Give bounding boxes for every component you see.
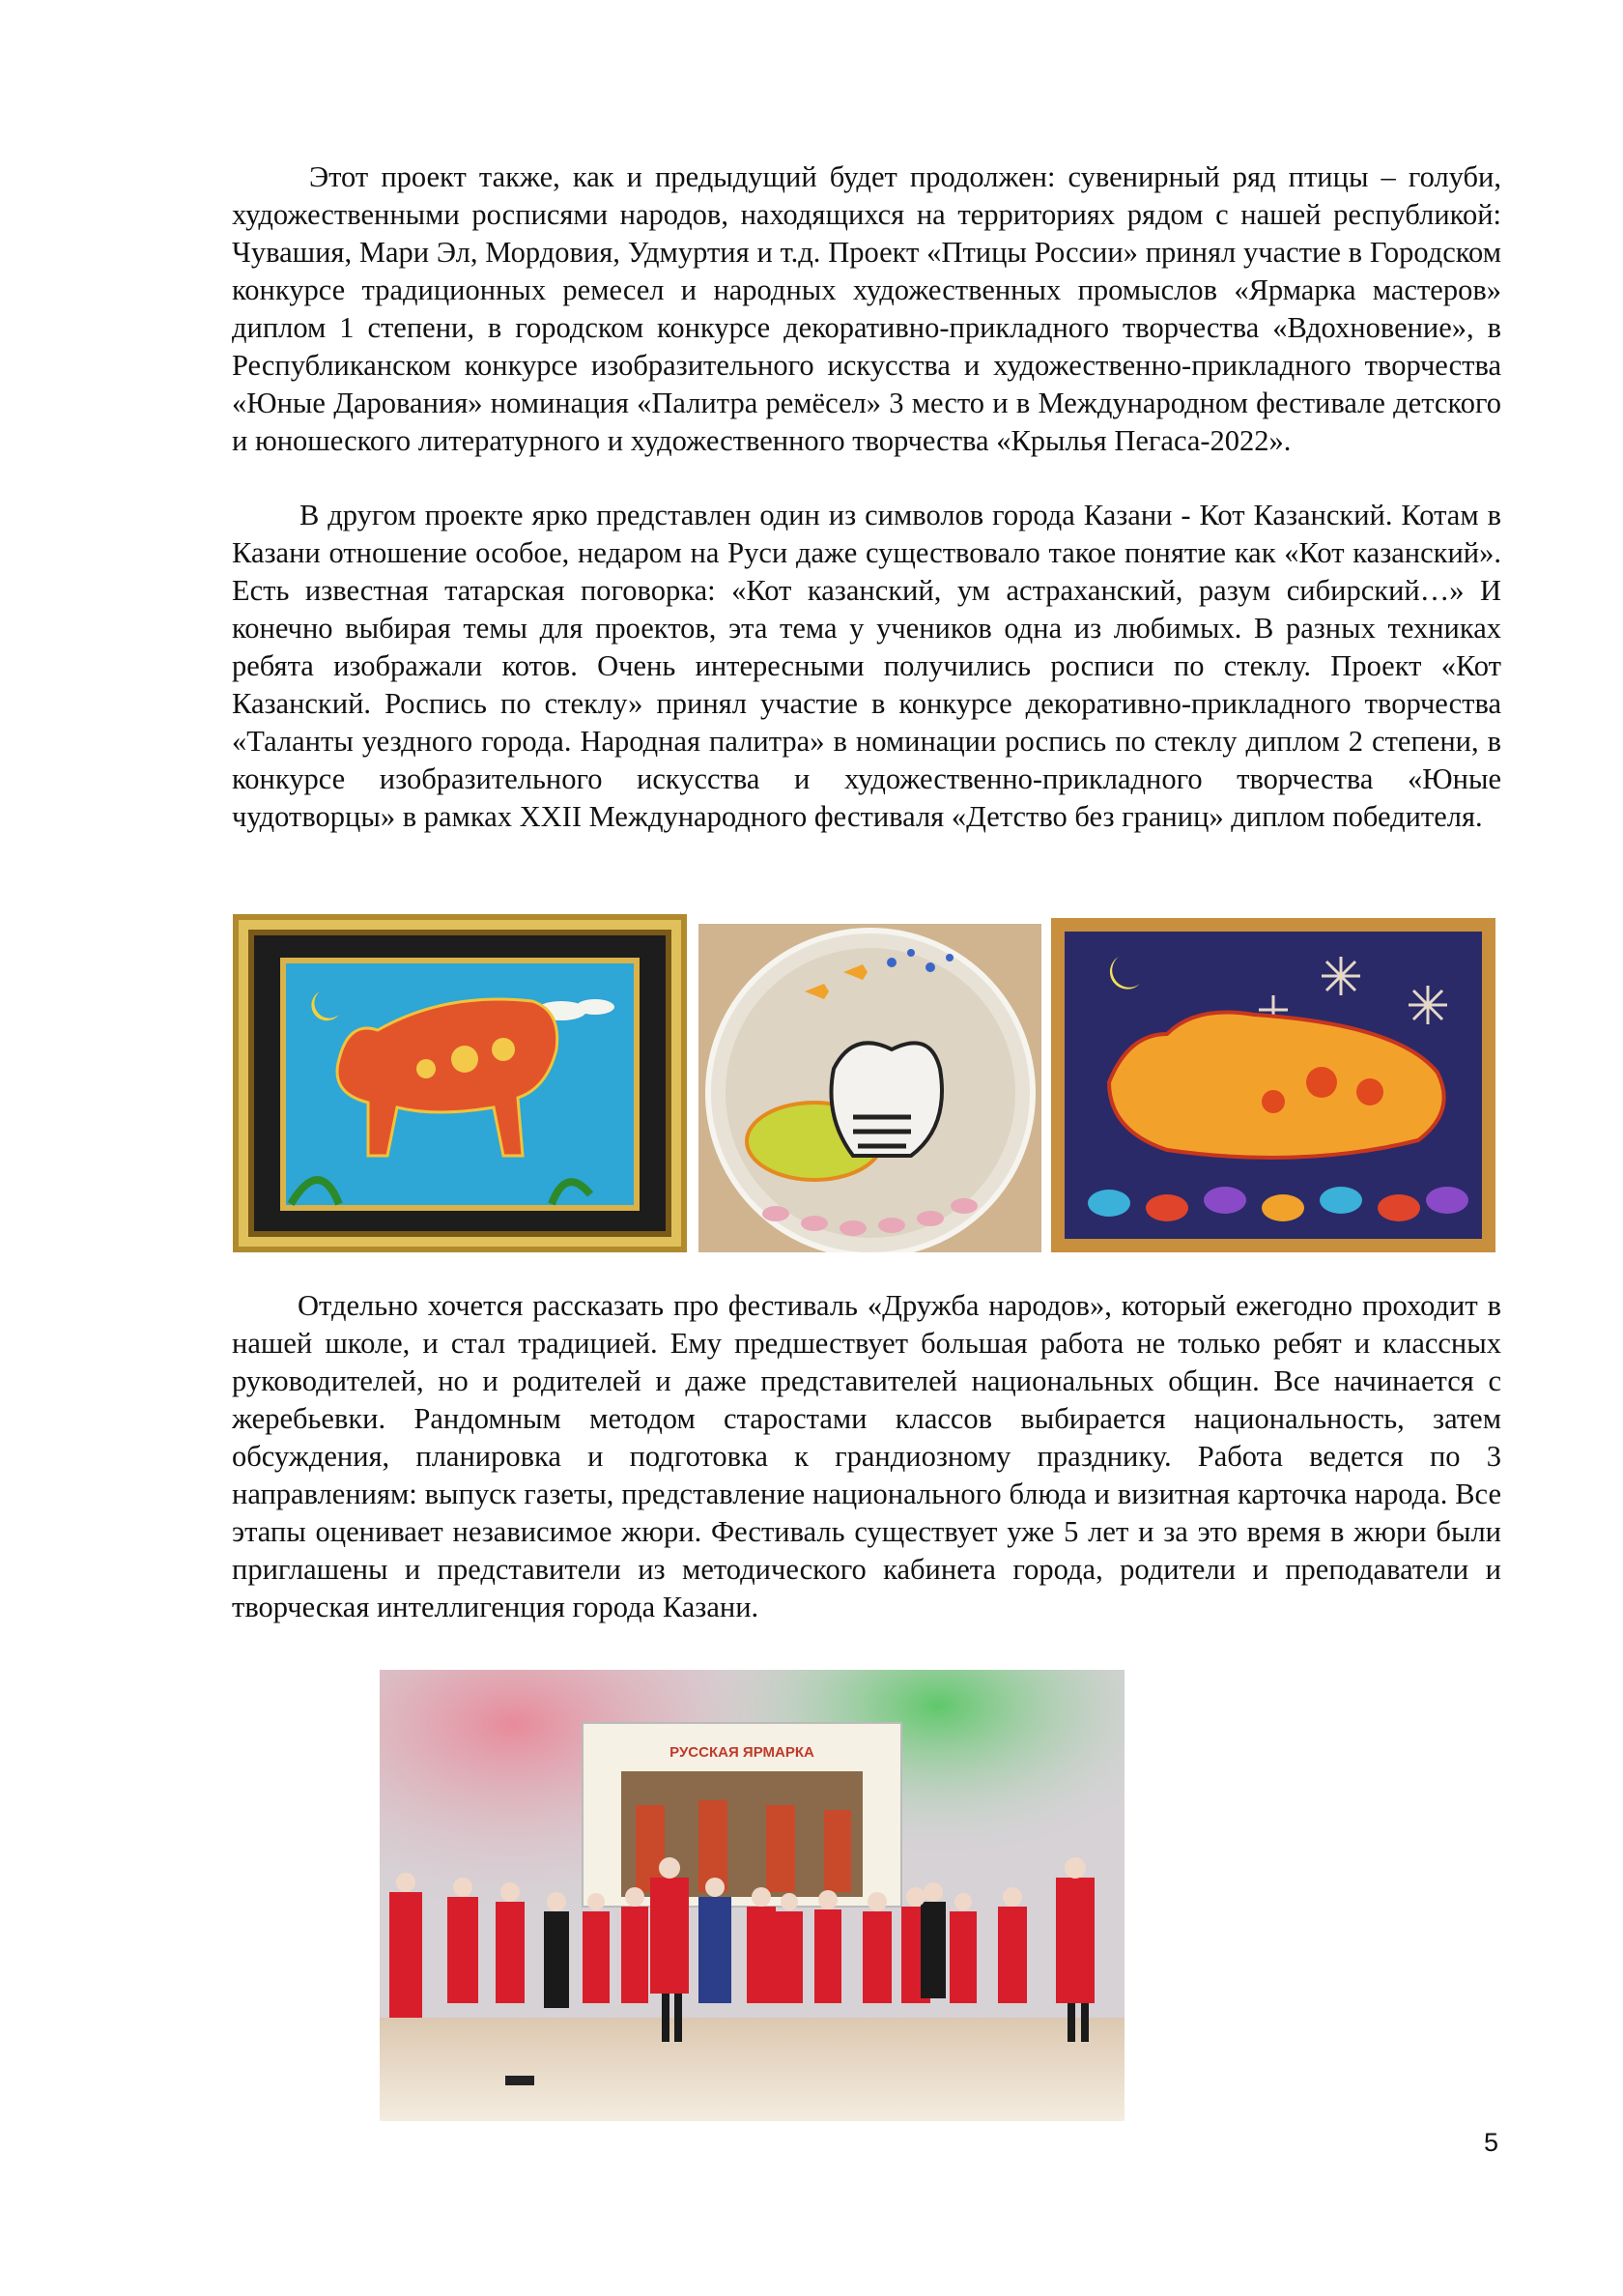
paragraph-birds-project: Этот проект также, как и предыдущий будет продолжен: сувенирный ряд птицы – голуби, художественными росписями народов, находящихся на территориях рядом с нашей республикой: Чувашия, Мари Эл, Мордовия, Удмуртия и т.д. Проект «Птицы России» принял участие в Городском конкурсе традиционных ремесел и народных художественных промыслов «Ярмарка мастеров» диплом 1 степени, в городском конкурсе декоративно-прикладного творчества «Вдохновение», в Республиканском конкурсе изобразительного искусства и художественно-прикладного творчества «Юные Дарования» номинация «Палитра ремёсел» 3 место и в Международном фестивале детского и юношеского литературного и художественного творчества «Крылья Пегаса-2022». <box>232 160 1501 457</box>
page-number: 5 <box>1484 2128 1499 2157</box>
paragraph-friendship-festival: Отдельно хочется рассказать про фестиваль «Дружба народов», который ежегодно проходит в нашей школе, и стал традицией. Ему предшествует большая работа не только ребят и классных руководителей, но и родителей и даже представителей национальных общин. Все начинается с жеребьевки. Рандомным методом старостами классов выбирается национальность, затем обсуждения, планировка и подготовка к грандиозному празднику. Работа ведется по 3 направлениям: выпуск газеты, представление национального блюда и визитная карточка народа. Все этапы оценивает независимое жюри. Фестиваль существует уже 5 лет и за это время в жюри были приглашены и представители из методического кабинета города, родители и преподаватели и творческая интеллигенция города Казани. <box>232 1289 1501 1623</box>
photo-stage-performance <box>380 1670 1125 2121</box>
screen-title: РУССКАЯ ЯРМАРКА <box>669 1744 814 1761</box>
photo-glass-plate-cats <box>698 924 1041 1252</box>
photo-sleeping-cat-painting <box>1051 918 1495 1252</box>
paragraph-kazan-cat: В другом проекте ярко представлен один из символов города Казани - Кот Казанский. Котам в Казани отношение особое, недаром на Руси даже существовало такое понятие как «Кот казанский». Есть известная татарская поговорка: «Кот казанский, ум астраханский, разум сибирский…» И конечно выбирая темы для проектов, эта тема у учеников одна из любимых. В разных техниках ребята изображали котов. Очень интересными получились росписи по стеклу. Проект «Кот Казанский. Роспись по стеклу» принял участие в конкурсе декоративно-прикладного творчества «Таланты уездного города. Народная палитра» в номинации роспись по стеклу диплом 2 степени, в конкурсе изобразительного искусства и художественно-прикладного творчества «Юные чудотворцы» в рамках XXII Международного фестиваля «Детство без границ» диплом победителя. <box>232 499 1501 833</box>
photo-framed-cat-painting <box>233 914 687 1252</box>
